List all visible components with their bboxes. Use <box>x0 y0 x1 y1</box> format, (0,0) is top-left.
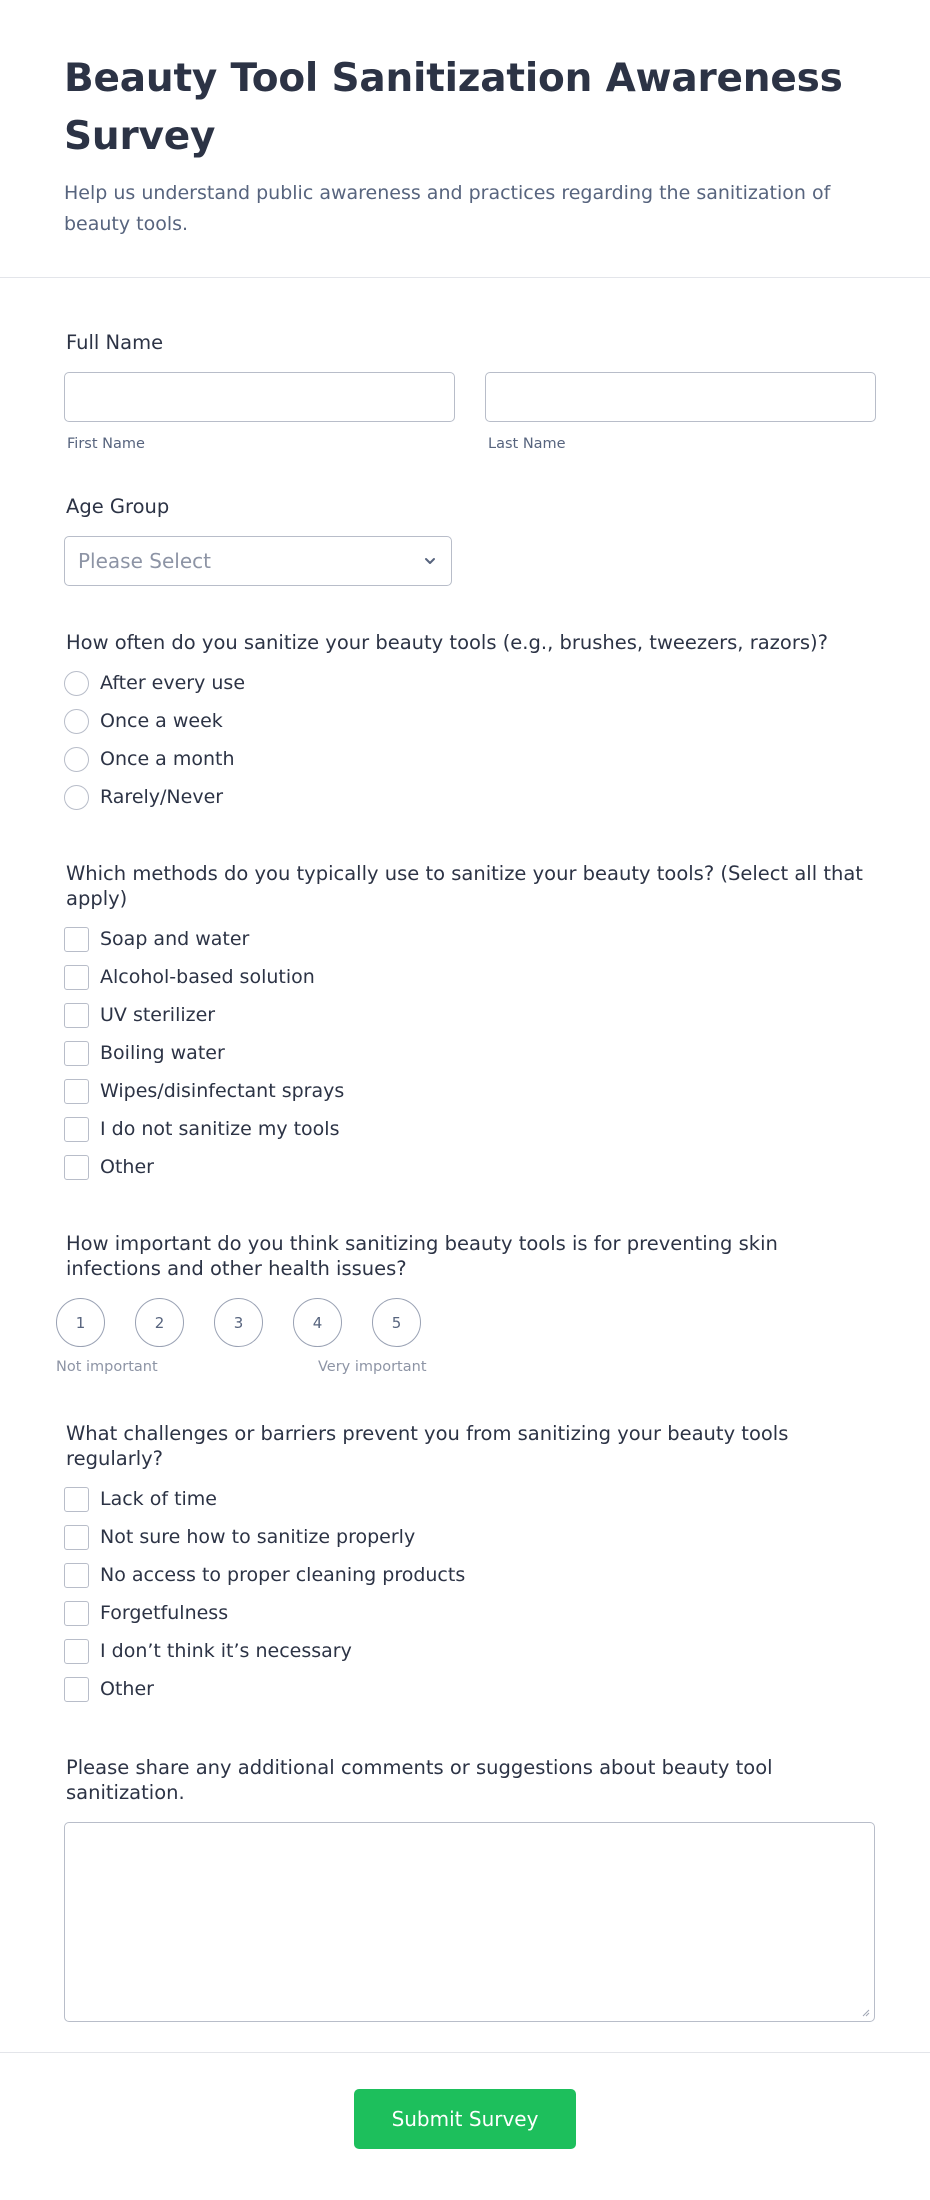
barriers-option-forgetfulness[interactable] <box>64 1594 876 1632</box>
resize-grip-icon[interactable] <box>860 2007 870 2017</box>
frequency-option-once-a-week[interactable] <box>64 702 876 740</box>
full-name-row <box>64 372 876 452</box>
last-name-input[interactable] <box>485 372 876 422</box>
methods-options <box>64 920 876 1186</box>
option-label: Soap and water <box>100 928 250 950</box>
methods-option-wipes-sprays[interactable] <box>64 1072 876 1110</box>
methods-option-uv-sterilizer[interactable] <box>64 996 876 1034</box>
frequency-option-rarely-never[interactable] <box>64 778 876 816</box>
checkbox[interactable] <box>64 1525 89 1550</box>
page-subtitle: Help us understand public awareness and practices regarding the sanitization of beauty tools. <box>64 182 831 235</box>
form-footer <box>0 2052 930 2200</box>
chevron-down-icon <box>423 554 437 568</box>
methods-option-boiling-water[interactable] <box>64 1034 876 1072</box>
barriers-option-other[interactable] <box>64 1670 876 1708</box>
option-label: After every use <box>100 672 246 694</box>
submit-survey-button[interactable]: Submit Survey <box>354 2089 576 2149</box>
scale-high-label: Very important <box>318 1359 427 1375</box>
importance-section <box>56 1231 876 1381</box>
radio-button[interactable] <box>64 671 89 696</box>
last-name-sublabel: Last Name <box>488 436 566 452</box>
form-header <box>0 0 930 278</box>
importance-scale <box>56 1298 876 1347</box>
full-name-section <box>64 330 876 452</box>
barriers-options <box>64 1480 876 1708</box>
methods-section <box>64 861 876 1186</box>
option-label: I do not sanitize my tools <box>100 1118 340 1140</box>
checkbox[interactable] <box>64 1155 89 1180</box>
option-label: Other <box>100 1156 154 1178</box>
option-label: UV sterilizer <box>100 1004 216 1026</box>
checkbox[interactable] <box>64 1639 89 1664</box>
option-label: No access to proper cleaning products <box>100 1564 466 1586</box>
option-label: Forgetfulness <box>100 1602 229 1624</box>
age-group-section <box>64 494 876 586</box>
comments-label: Please share any additional comments or suggestions about beauty tool sanitization. <box>66 1756 773 1804</box>
first-name-sublabel: First Name <box>67 436 145 452</box>
checkbox[interactable] <box>64 1563 89 1588</box>
frequency-section <box>64 630 876 816</box>
frequency-option-once-a-month[interactable] <box>64 740 876 778</box>
first-name-input[interactable] <box>64 372 455 422</box>
first-name-col <box>64 372 455 452</box>
age-group-select[interactable] <box>64 536 452 586</box>
checkbox[interactable] <box>64 927 89 952</box>
checkbox[interactable] <box>64 1117 89 1142</box>
frequency-options <box>64 664 876 816</box>
option-label: Alcohol-based solution <box>100 966 315 988</box>
option-label: Wipes/disinfectant sprays <box>100 1080 345 1102</box>
barriers-section <box>64 1421 876 1708</box>
age-group-label: Age Group <box>66 495 170 518</box>
methods-label: Which methods do you typically use to sanitize your beauty tools? (Select all that apply) <box>66 862 863 910</box>
page-title: Beauty Tool Sanitization Awareness Survey <box>64 56 843 159</box>
option-label: Rarely/Never <box>100 786 224 808</box>
scale-option-3[interactable]: 3 <box>214 1298 263 1347</box>
radio-button[interactable] <box>64 747 89 772</box>
methods-option-do-not-sanitize[interactable] <box>64 1110 876 1148</box>
comments-textarea[interactable] <box>64 1822 875 2022</box>
scale-option-1[interactable]: 1 <box>56 1298 105 1347</box>
option-label: Other <box>100 1678 154 1700</box>
age-group-selected-value: Please Select <box>78 549 211 573</box>
survey-form <box>0 330 930 2022</box>
checkbox[interactable] <box>64 1079 89 1104</box>
barriers-option-lack-of-time[interactable] <box>64 1480 876 1518</box>
scale-labels <box>56 1359 876 1381</box>
barriers-label: What challenges or barriers prevent you from sanitizing your beauty tools regularly? <box>66 1422 789 1470</box>
scale-option-2[interactable]: 2 <box>135 1298 184 1347</box>
barriers-option-not-sure-how[interactable] <box>64 1518 876 1556</box>
frequency-option-after-every-use[interactable] <box>64 664 876 702</box>
checkbox[interactable] <box>64 1487 89 1512</box>
option-label: Not sure how to sanitize properly <box>100 1526 416 1548</box>
checkbox[interactable] <box>64 965 89 990</box>
option-label: Boiling water <box>100 1042 225 1064</box>
checkbox[interactable] <box>64 1041 89 1066</box>
radio-button[interactable] <box>64 785 89 810</box>
option-label: Lack of time <box>100 1488 217 1510</box>
scale-option-5[interactable]: 5 <box>372 1298 421 1347</box>
checkbox[interactable] <box>64 1003 89 1028</box>
checkbox[interactable] <box>64 1677 89 1702</box>
scale-low-label: Not important <box>56 1359 158 1375</box>
radio-button[interactable] <box>64 709 89 734</box>
barriers-option-not-necessary[interactable] <box>64 1632 876 1670</box>
barriers-option-no-access[interactable] <box>64 1556 876 1594</box>
option-label: I don’t think it’s necessary <box>100 1640 352 1662</box>
comments-section <box>64 1755 876 2022</box>
last-name-col <box>485 372 876 452</box>
option-label: Once a month <box>100 748 235 770</box>
option-label: Once a week <box>100 710 223 732</box>
methods-option-alcohol-solution[interactable] <box>64 958 876 996</box>
frequency-label: How often do you sanitize your beauty tools (e.g., brushes, tweezers, razors)? <box>66 631 828 654</box>
full-name-label: Full Name <box>66 331 164 354</box>
checkbox[interactable] <box>64 1601 89 1626</box>
methods-option-other[interactable] <box>64 1148 876 1186</box>
importance-label: How important do you think sanitizing beauty tools is for preventing skin infections and other health issues? <box>66 1232 778 1280</box>
scale-option-4[interactable]: 4 <box>293 1298 342 1347</box>
methods-option-soap-and-water[interactable] <box>64 920 876 958</box>
